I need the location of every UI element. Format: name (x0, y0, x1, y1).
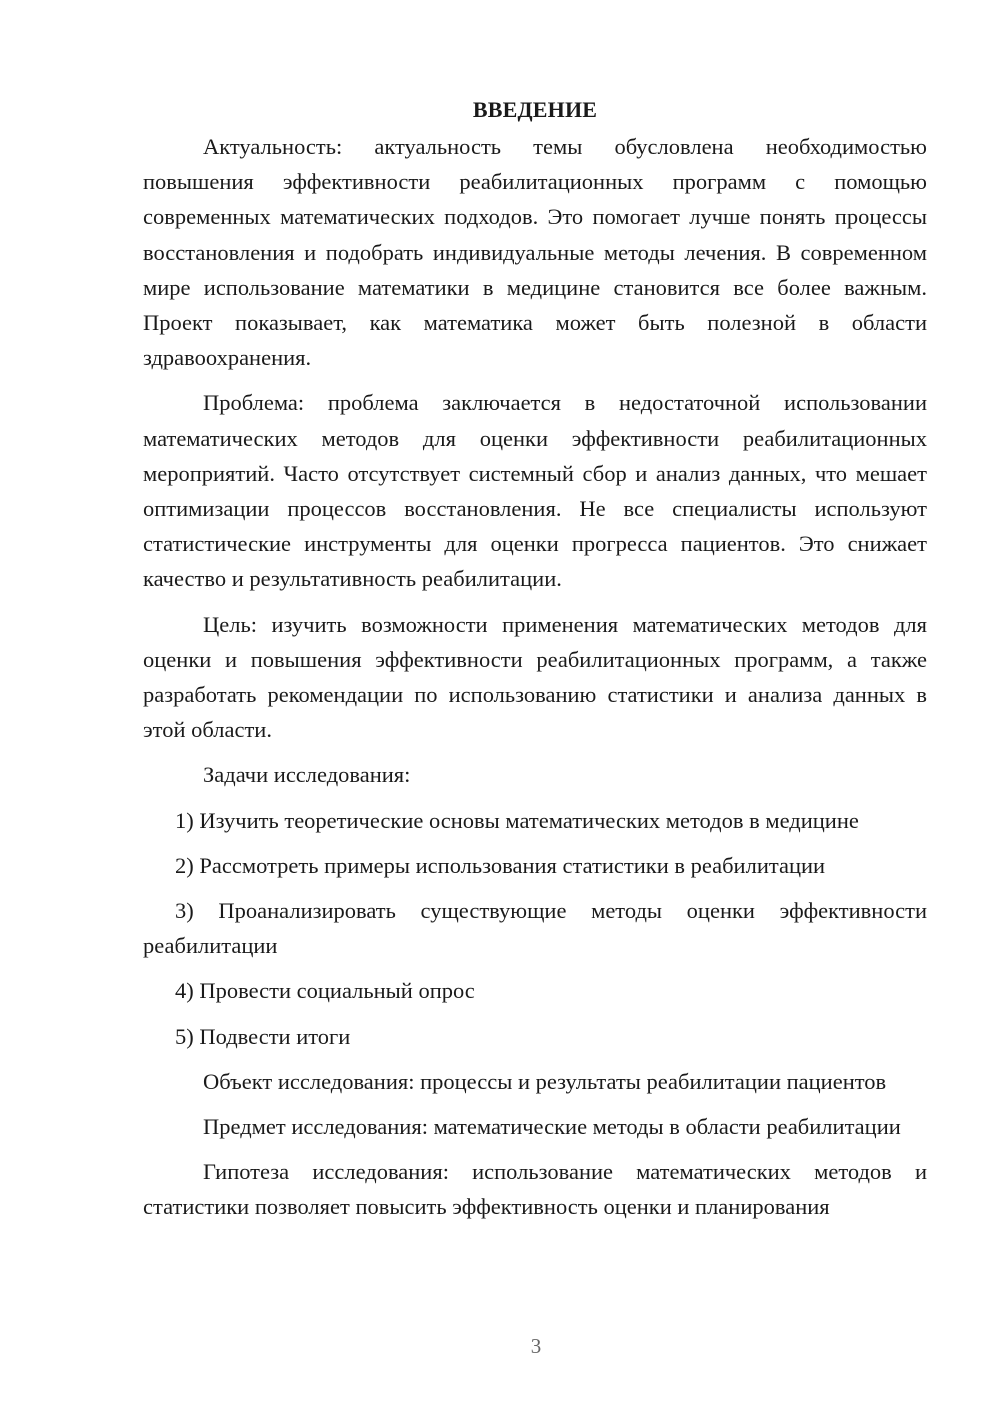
paragraph-hypothesis: Гипотеза исследования: использование математических методов и статистики позволяет повысить эффективность оценки и планирования (143, 1159, 927, 1220)
paragraph-subject: Предмет исследования: математические методы в области реабилитации (203, 1114, 901, 1140)
task-item-1: 1) Изучить теоретические основы математических методов в медицине (175, 807, 859, 833)
paragraph-goal: Цель: изучить возможности применения математических методов для оценки и повышения эффективности реабилитационных программ, а также разработать рекомендации по использованию статистики и анализа данных в этой области. (143, 611, 927, 743)
tasks-heading: Задачи исследования: (203, 762, 411, 788)
task-item-2: 2) Рассмотреть примеры использования статистики в реабилитации (175, 852, 826, 878)
paragraph-relevance: Актуальность: актуальность темы обусловлена необходимостью повышения эффективности реабилитационных программ с помощью современных математических подходов. Это помогает лучше понять процессы восстановления и подобрать индивидуальные методы лечения. В современном мире использование математики в медицине становится все более важным. Проект показывает, как математика может быть полезной в области здравоохранения. (143, 134, 927, 371)
page-number: 3 (530, 1334, 542, 1358)
task-item-4: 4) Провести социальный опрос (175, 978, 475, 1004)
section-title: ВВЕДЕНИЕ (472, 97, 598, 122)
paragraph-object: Объект исследования: процессы и результаты реабилитации пациентов (203, 1068, 887, 1094)
task-item-5: 5) Подвести итоги (175, 1023, 351, 1049)
page-content (143, 92, 927, 1235)
paragraph-problem: Проблема: проблема заключается в недостаточной использовании математических методов для оценки эффективности реабилитационных мероприятий. Часто отсутствует системный сбор и анализ данных, что мешает оптимизации процессов восстановления. Не все специалисты используют статистические инструменты для оценки прогресса пациентов. Это снижает качество и результативность реабилитации. (143, 390, 927, 592)
task-item-3: 3) Проанализировать существующие методы оценки эффективности реабилитации (143, 898, 927, 959)
